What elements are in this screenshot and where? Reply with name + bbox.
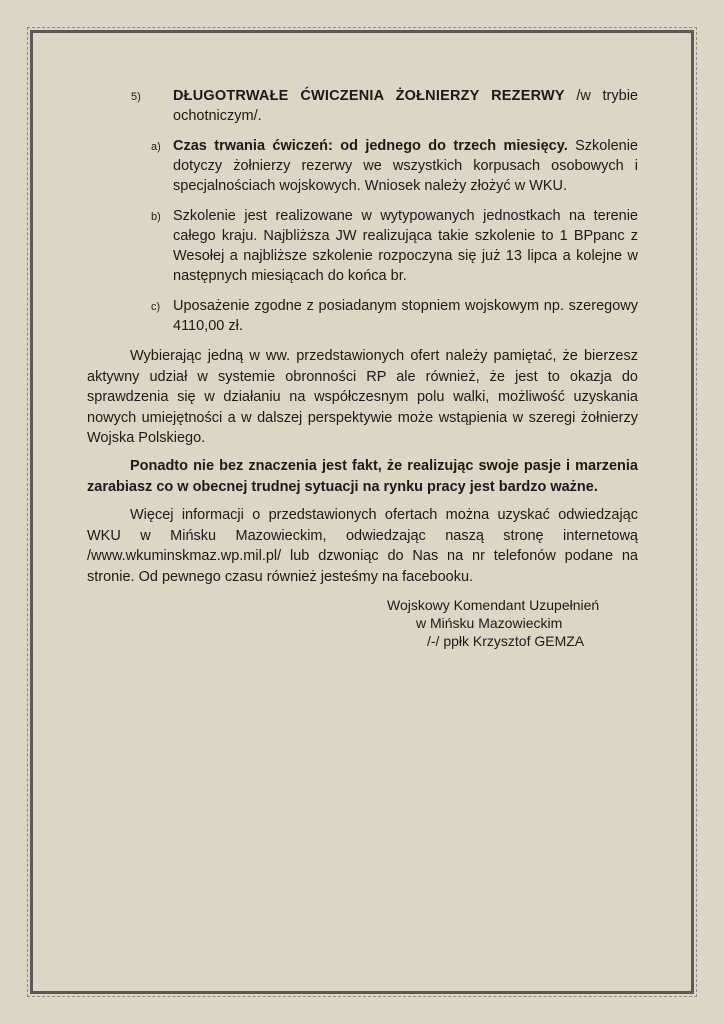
paragraph-2: Ponadto nie bez znaczenia jest fakt, że realizując swoje pasje i marzenia zarabiasz co w obecnej trudnej sytuacji na rynku pracy jest bardzo ważne. [87, 458, 638, 495]
sublist-item-text: Uposażenie zgodne z posiadanym stopniem wojskowym np. szeregowy 4110,00 zł. [173, 298, 638, 334]
item-title: DŁUGOTRWAŁE ĆWICZENIA ŻOŁNIERZY REZERWY [173, 88, 565, 104]
signature-title: Wojskowy Komendant Uzupełnień [387, 597, 600, 613]
signature-name: /-/ ppłk Krzysztof GEMZA [427, 633, 585, 649]
sublist-letter: c) [151, 301, 161, 313]
sublist-item-b [151, 206, 638, 286]
sublist-letter: a) [151, 141, 161, 153]
list-item-5 [131, 86, 638, 126]
sublist-letter: b) [151, 211, 161, 223]
sublist-item-text [173, 136, 638, 196]
paragraph-3: Więcej informacji o przedstawionych ofertach można uzyskać odwiedzając WKU w Mińsku Mazowieckim, odwiedzając naszą stronę internetową /www.wkuminskmaz.wp.mil.pl/ lub dzwoniąc do Nas na nr telefonów podane na stronie. Od pewnego czasu również jesteśmy na facebooku. [87, 507, 638, 585]
sublist-item-text: Szkolenie jest realizowane w wytypowanych jednostkach na terenie całego kraju. Najbliższa JW realizująca takie szkolenie to 1 BPpanc z Wesołej a najbliższe szkolenie rozpoczyna się już 13 lipca a kolejne w następnych miesiącach do końca br. [173, 208, 638, 284]
sublist-item-c [151, 296, 638, 336]
paragraph-1: Wybierając jedną w ww. przedstawionych ofert należy pamiętać, że bierzesz aktywny udział w systemie obronności RP ale również, że jest to okazja do sprawdzenia się w działaniu na współczesnym polu walki, możliwość uzyskania nowych umiejętności a w dalszej perspektywie może wstąpienia w szeregi żołnierzy Wojska Polskiego. [87, 348, 638, 446]
sublist-rest: Szkolenie dotyczy żołnierzy rezerwy we wszystkich korpusach osobowych i specjalnościach wojskowych. Wniosek należy złożyć w WKU. [173, 138, 638, 194]
list-item-text [173, 86, 638, 126]
signature-location: w Mińsku Mazowieckim [416, 615, 563, 631]
sublist-bold: Czas trwania ćwiczeń: od jednego do trzech miesięcy. [173, 138, 568, 154]
item-rest: /w trybie ochotniczym/. [173, 88, 638, 124]
list-number: 5) [131, 91, 141, 103]
sublist-item-a [151, 136, 638, 196]
